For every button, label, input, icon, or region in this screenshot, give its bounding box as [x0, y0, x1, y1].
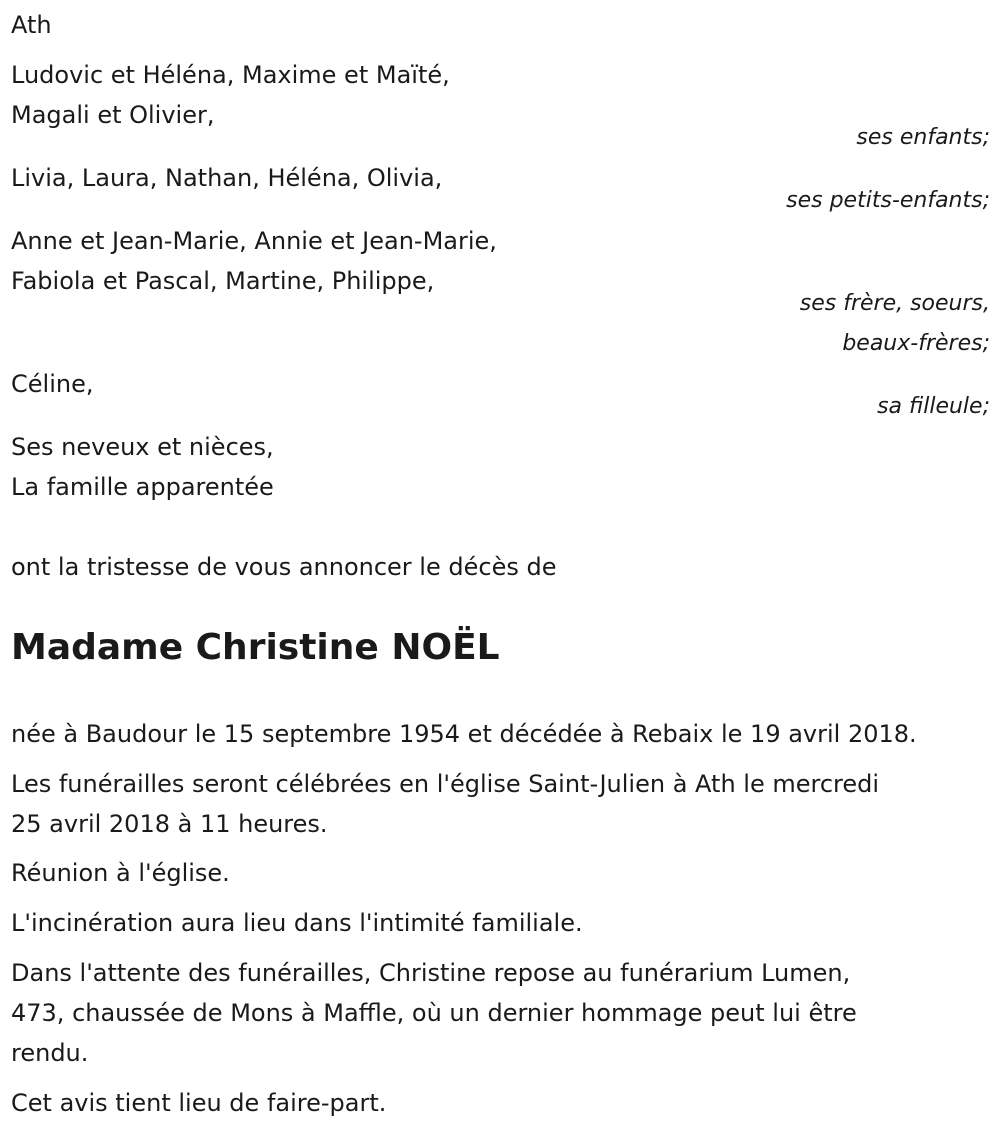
siblings-names-line2: Fabiola et Pascal, Martine, Philippe, — [11, 267, 435, 295]
rest-details-line3: rendu. — [11, 1039, 89, 1067]
children-names-line2: Magali et Olivier, — [11, 101, 215, 129]
birth-death-details: née à Baudour le 15 septembre 1954 et décédée à Rebaix le 19 avril 2018. — [11, 720, 917, 748]
grandchildren-names: Livia, Laura, Nathan, Héléna, Olivia, — [11, 164, 443, 192]
notice-text: Cet avis tient lieu de faire-part. — [11, 1089, 387, 1117]
children-role: ses enfants; — [856, 125, 990, 150]
rest-details-line2: 473, chaussée de Mons à Maffle, où un dernier hommage peut lui être — [11, 999, 857, 1027]
children-names-line1: Ludovic et Héléna, Maxime et Maïté, — [11, 61, 450, 89]
cremation-details: L'incinération aura lieu dans l'intimité familiale. — [11, 909, 583, 937]
goddaughter-name: Céline, — [11, 370, 94, 398]
funeral-details-line1: Les funérailles seront célébrées en l'église Saint-Julien à Ath le mercredi — [11, 770, 880, 798]
siblings-role-line1: ses frère, soeurs, — [799, 291, 990, 316]
meeting-details: Réunion à l'église. — [11, 859, 230, 887]
deceased-name: Madame Christine NOËL — [11, 627, 500, 668]
announcement-text: ont la tristesse de vous annoncer le décès de — [11, 553, 557, 581]
grandchildren-role: ses petits-enfants; — [786, 188, 990, 213]
rest-details-line1: Dans l'attente des funérailles, Christine repose au funérarium Lumen, — [11, 959, 851, 987]
funeral-details-line2: 25 avril 2018 à 11 heures. — [11, 810, 328, 838]
siblings-role-line2: beaux-frères; — [842, 331, 990, 356]
siblings-names-line1: Anne et Jean-Marie, Annie et Jean-Marie, — [11, 227, 497, 255]
place-heading: Ath — [11, 11, 52, 39]
nephews-nieces: Ses neveux et nièces, — [11, 433, 274, 461]
goddaughter-role: sa filleule; — [877, 394, 990, 419]
related-family: La famille apparentée — [11, 473, 274, 501]
